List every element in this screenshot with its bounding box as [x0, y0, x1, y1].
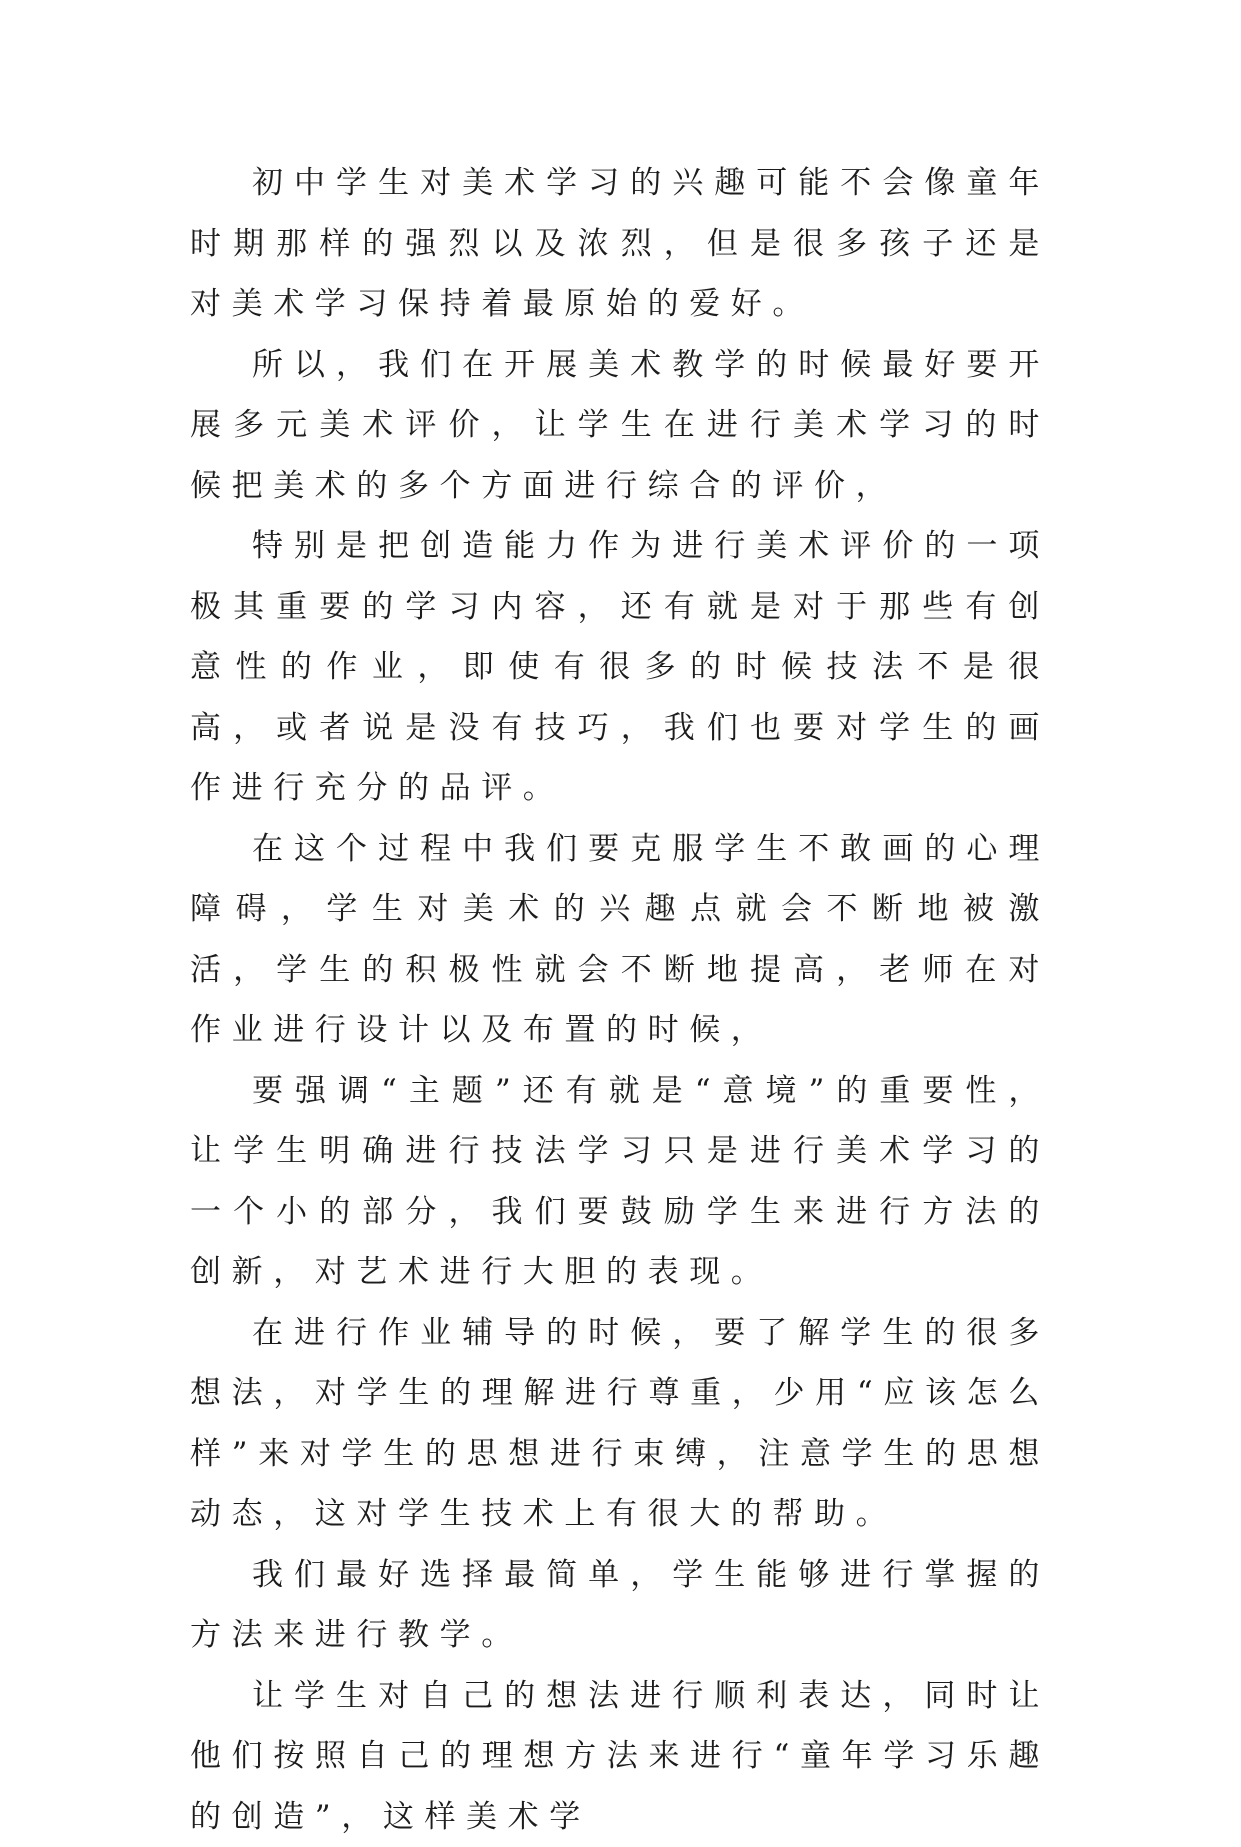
paragraph: 初中学生对美术学习的兴趣可能不会像童年时期那样的强烈以及浓烈，但是很多孩子还是对美术学习保持着最原始的爱好。 — [190, 153, 1050, 335]
paragraph: 特别是把创造能力作为进行美术评价的一项极其重要的学习内容，还有就是对于那些有创意性的作业，即使有很多的时候技法不是很高，或者说是没有技巧，我们也要对学生的画作进行充分的品评。 — [190, 516, 1050, 819]
paragraph: 让学生对自己的想法进行顺利表达，同时让他们按照自己的理想方法来进行“童年学习乐趣的创造”，这样美术学 — [190, 1666, 1050, 1847]
paragraph: 要强调“主题”还有就是“意境”的重要性，让学生明确进行技法学习只是进行美术学习的一个小的部分，我们要鼓励学生来进行方法的创新，对艺术进行大胆的表现。 — [190, 1061, 1050, 1303]
paragraph: 在进行作业辅导的时候，要了解学生的很多想法，对学生的理解进行尊重，少用“应该怎么样”来对学生的思想进行束缚，注意学生的思想动态，这对学生技术上有很大的帮助。 — [190, 1303, 1050, 1545]
paragraph: 我们最好选择最简单，学生能够进行掌握的方法来进行教学。 — [190, 1545, 1050, 1666]
paragraph: 在这个过程中我们要克服学生不敢画的心理障碍，学生对美术的兴趣点就会不断地被激活，学生的积极性就会不断地提高，老师在对作业进行设计以及布置的时候， — [190, 819, 1050, 1061]
paragraph: 所以，我们在开展美术教学的时候最好要开展多元美术评价，让学生在进行美术学习的时候把美术的多个方面进行综合的评价， — [190, 335, 1050, 517]
document-body — [190, 153, 1050, 1847]
